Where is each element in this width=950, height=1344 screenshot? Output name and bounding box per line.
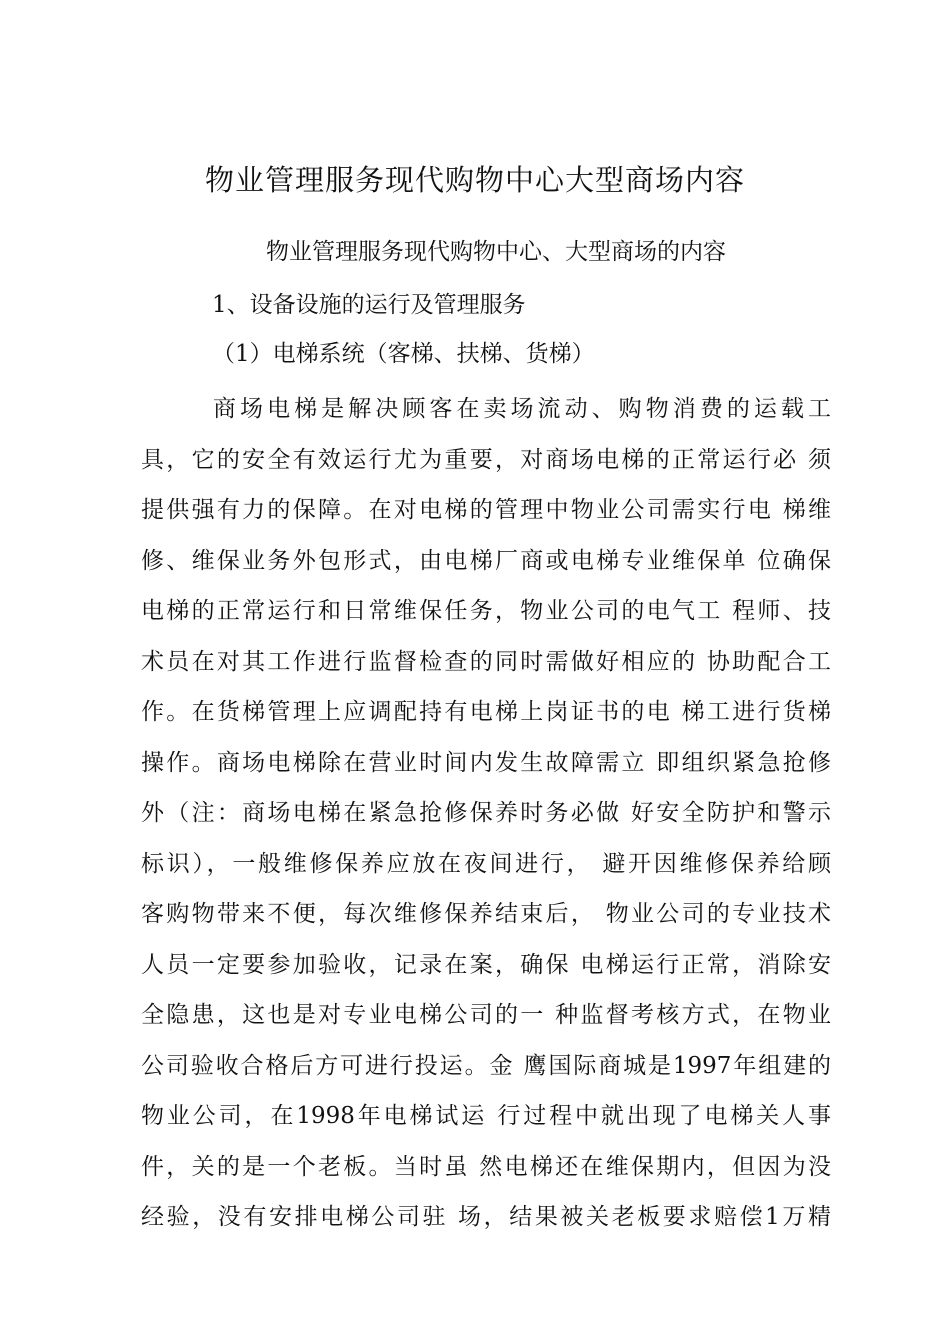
paragraph-line: 作。在货梯管理上应调配持有电梯上岗证书的电 梯工进行货梯 (141, 699, 831, 725)
section-heading: 1、设备设施的运行及管理服务 (212, 292, 526, 318)
paragraph-line: 经验，没有安排电梯公司驻 场，结果被关老板要求赔偿1万精 (141, 1204, 831, 1230)
paragraph-line: 人员一定要参加验收，记录在案，确保 电梯运行正常，消除安 (141, 951, 831, 978)
paragraph-line: 电梯的正常运行和日常维保任务，物业公司的电气工 程师、技 (141, 598, 831, 624)
paragraph-line: 客购物带来不便，每次维修保养结束后， 物业公司的专业技术 (141, 901, 831, 927)
paragraph-line: 物业公司，在1998年电梯试运 行过程中就出现了电梯关人事 (141, 1103, 831, 1129)
document-title: 物业管理服务现代购物中心大型商场内容 (204, 163, 745, 197)
paragraph-line: 具，它的安全有效运行尤为重要，对商场电梯的正常运行必 须 (141, 446, 831, 473)
body-paragraph (141, 384, 831, 1243)
paragraph-line: 术员在对其工作进行监督检查的同时需做好相应的 协助配合工 (141, 648, 831, 675)
paragraph-line: 商场电梯是解决顾客在卖场流动、购物消费的运载工 (213, 396, 831, 422)
paragraph-line: 提供强有力的保障。在对电梯的管理中物业公司需实行电 梯维 (141, 497, 831, 523)
document-subtitle: 物业管理服务现代购物中心、大型商场的内容 (266, 239, 726, 265)
paragraph-line: 公司验收合格后方可进行投运。金 鹰国际商城是1997年组建的 (141, 1052, 831, 1079)
subsection-heading: （1）电梯系统（客梯、扶梯、货梯） (212, 341, 595, 367)
paragraph-line: 标识），一般维修保养应放在夜间进行， 避开因维修保养给顾 (141, 850, 831, 877)
paragraph-line: 操作。商场电梯除在营业时间内发生故障需立 即组织紧急抢修 (141, 749, 831, 776)
paragraph-line: 外（注：商场电梯在紧急抢修保养时务必做 好安全防护和警示 (141, 800, 831, 826)
paragraph-line: 全隐患，这也是对专业电梯公司的一 种监督考核方式，在物业 (141, 1002, 831, 1028)
paragraph-line: 件，关的是一个老板。当时虽 然电梯还在维保期内，但因为没 (141, 1153, 831, 1180)
paragraph-line: 修、维保业务外包形式，由电梯厂商或电梯专业维保单 位确保 (141, 547, 831, 574)
